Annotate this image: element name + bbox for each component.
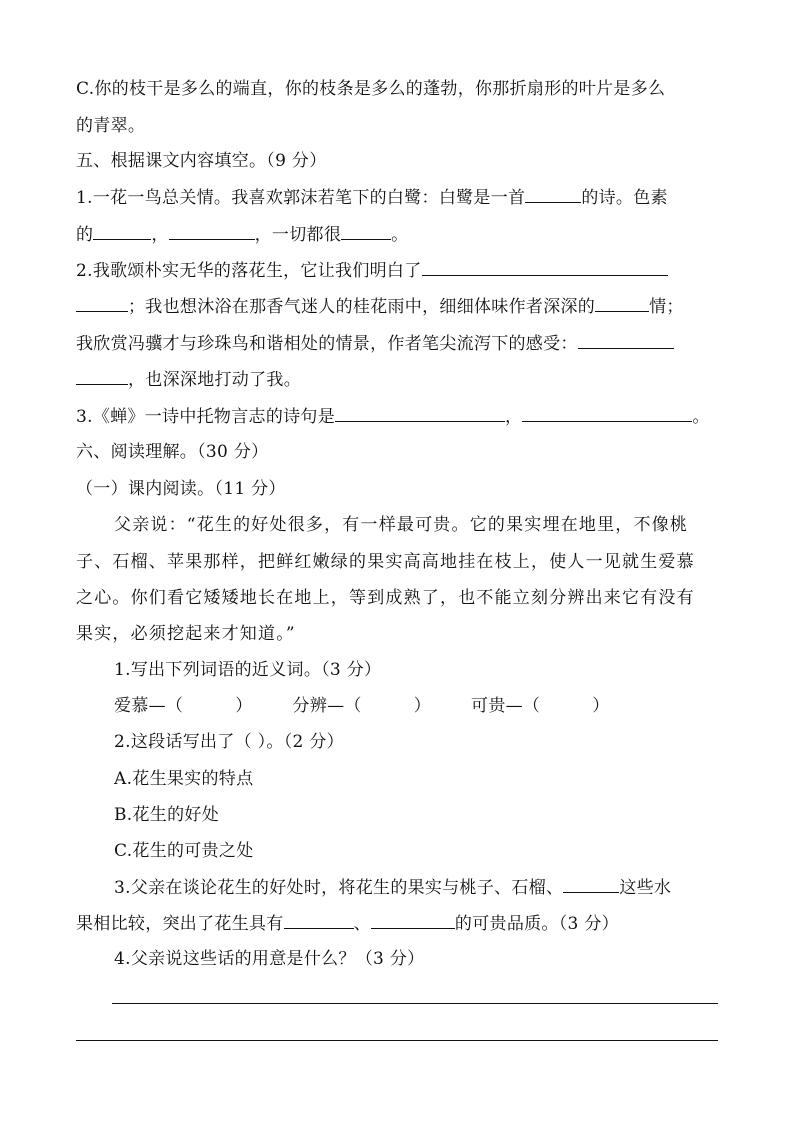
q6-3-text-c: 果相比较，突出了花生具有 (76, 914, 284, 934)
section-6-title: 六、阅读理解。（30 分） (76, 442, 269, 462)
paren-close: ） (235, 696, 253, 716)
q6-3-text-d: 、 (353, 914, 371, 934)
q5-2-line-2 (76, 295, 684, 318)
q6-3-line-2 (76, 912, 619, 935)
q5-1-line-1 (76, 186, 668, 209)
q5-1-text-a: 1.一花一鸟总关情。我喜欢郭沫若笔下的白鹭：白鹭是一首 (76, 188, 526, 208)
answer-blank[interactable] (335, 405, 505, 422)
answer-blank[interactable] (422, 259, 668, 276)
q5-3-text-c: 。 (692, 407, 710, 427)
q6-1-words (114, 695, 610, 717)
q5-3-line (76, 405, 710, 428)
q6-2-title: 2.这段话写出了（ ）。（2 分） (114, 732, 344, 752)
answer-blank[interactable] (76, 295, 128, 312)
q5-1-text-c: 的 (76, 225, 94, 245)
option-c-line: C.你的枝干是多么的端直，你的枝条是多么的蓬勃，你那折扇形的叶片是多么 (76, 79, 666, 99)
answer-line[interactable] (112, 1003, 718, 1004)
q5-2-text-c: 情； (649, 297, 684, 317)
answer-blank[interactable] (525, 186, 581, 203)
passage-line: 之心。你们看它矮矮地长在地上，等到成熟了，也不能立刻分辨出来它有没有 (76, 588, 695, 608)
q6-4-title: 4.父亲说这些话的用意是什么？（3 分） (114, 949, 425, 969)
subsection-1-title: （一）课内阅读。（11 分） (76, 479, 286, 499)
q5-1-text-b: 的诗。色素 (581, 188, 668, 208)
q6-2-option-a[interactable]: A.花生果实的特点 (114, 769, 254, 789)
q5-2-text-a: 2.我歌颂朴实无华的落花生，它让我们明白了 (76, 261, 422, 281)
q5-3-text-a: 3.《蝉》一诗中托物言志的诗句是 (76, 407, 336, 427)
q5-2-text-b: ；我也想沐浴在那香气迷人的桂花雨中，细细体味作者深深的 (128, 297, 596, 317)
q5-1-text-f: 。 (391, 225, 409, 245)
passage-line: 子、石榴、苹果那样，把鲜红嫩绿的果实高高地挂在枝上，使人一见就生爱慕 (76, 552, 695, 572)
word-fenbian: 分辨—（ (292, 696, 362, 716)
q5-2-line-1 (76, 259, 668, 282)
answer-line[interactable] (76, 1040, 718, 1041)
section-5-title: 五、根据课文内容填空。（9 分） (76, 151, 327, 171)
q5-1-text-d: ， (151, 225, 169, 245)
passage-line: 果实，必须挖起来才知道。” (76, 624, 296, 644)
q5-2-line-3 (76, 332, 674, 355)
q6-2-option-c[interactable]: C.花生的可贵之处 (114, 841, 254, 861)
answer-blank[interactable] (284, 912, 354, 929)
q6-3-text-a: 3.父亲在谈论花生的好处时，将花生的果实与桃子、石榴、 (114, 878, 564, 898)
q5-2-text-e: ，也深深地打动了我。 (128, 370, 301, 390)
answer-blank[interactable] (578, 332, 674, 349)
q5-3-text-b: ， (505, 407, 523, 427)
word-aimu: 爱慕—（ (114, 696, 184, 716)
q6-3-text-e: 的可贵品质。（3 分） (454, 914, 619, 934)
q5-2-text-d: 我欣赏冯骥才与珍珠鸟和谐相处的情景，作者笔尖流泻下的感受： (76, 334, 578, 354)
q6-3-line-1 (114, 876, 671, 899)
word-kegui: 可贵—（ (471, 696, 541, 716)
answer-blank[interactable] (76, 368, 128, 385)
q5-1-line-2 (76, 223, 408, 246)
paren-close: ） (592, 696, 610, 716)
q6-1-title: 1.写出下列词语的近义词。（3 分） (114, 660, 382, 680)
q5-2-line-4 (76, 368, 301, 391)
answer-blank[interactable] (169, 223, 255, 240)
answer-blank[interactable] (563, 876, 619, 893)
answer-blank[interactable] (371, 912, 455, 929)
q6-3-text-b: 这些水 (619, 878, 672, 898)
q6-2-option-b[interactable]: B.花生的好处 (114, 805, 219, 825)
paren-close: ） (413, 696, 432, 716)
answer-blank[interactable] (93, 223, 151, 240)
answer-blank[interactable] (522, 405, 692, 422)
answer-blank[interactable] (595, 295, 649, 312)
answer-blank[interactable] (341, 223, 391, 240)
option-c-line-2: 的青翠。 (76, 116, 146, 136)
passage-line: 父亲说：“花生的好处很多，有一样最可贵。它的果实埋在地里，不像桃 (114, 515, 689, 535)
q5-1-text-e: ，一切都很 (254, 225, 342, 245)
